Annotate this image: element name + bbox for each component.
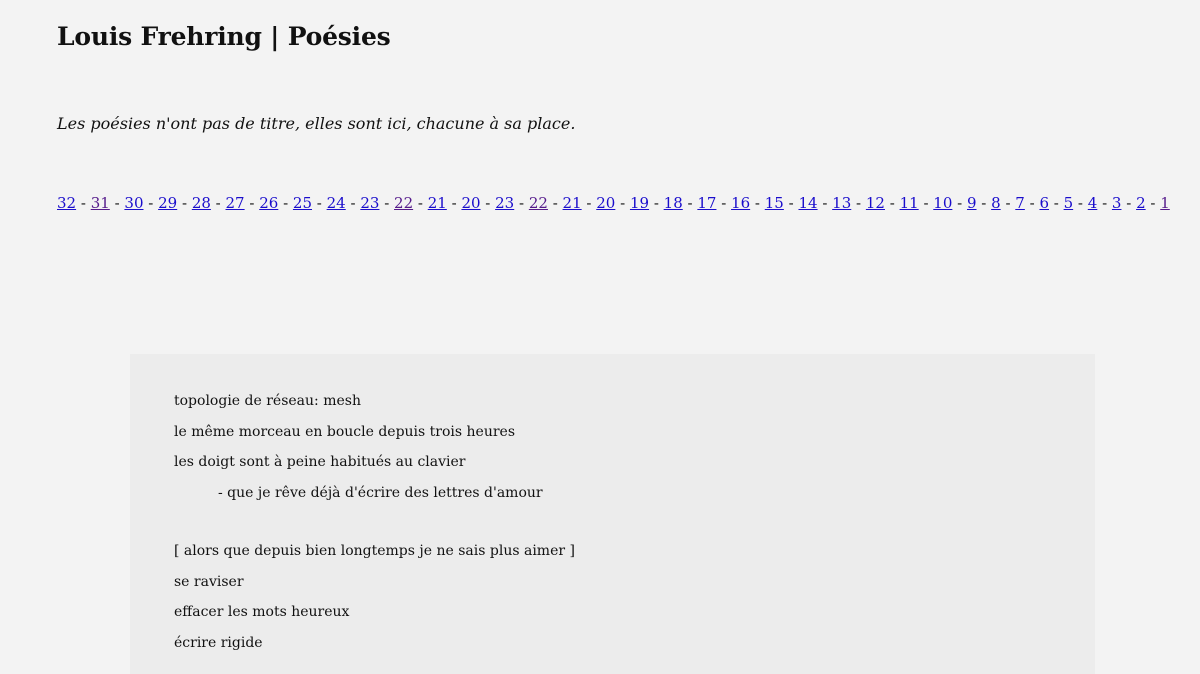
poem-line: le même morceau en boucle depuis trois heures [174, 423, 516, 440]
site-title: Louis Frehring | Poésies [57, 22, 391, 51]
poem-link-25[interactable]: 25 [292, 194, 313, 212]
poem-link-30[interactable]: 30 [124, 194, 144, 212]
nav-separator: - [581, 194, 597, 212]
nav-separator: - [379, 194, 395, 212]
poem-link-5[interactable]: 5 [1063, 194, 1074, 212]
poem-text [174, 386, 575, 658]
poem-link-13[interactable]: 13 [832, 194, 852, 212]
poem-link-15[interactable]: 15 [764, 194, 784, 212]
poem-link-22[interactable]: 22 [394, 194, 414, 212]
poem-link-2[interactable]: 2 [1136, 194, 1146, 212]
poem-link-8[interactable]: 8 [991, 194, 1001, 212]
nav-separator: - [143, 194, 159, 212]
poem-link-19[interactable]: 19 [629, 194, 650, 212]
poem-line: topologie de réseau: mesh [174, 393, 361, 409]
poem-link-29[interactable]: 29 [158, 194, 178, 212]
poem-link-22[interactable]: 22 [528, 194, 548, 212]
nav-separator: - [884, 194, 900, 212]
nav-separator: - [480, 194, 496, 212]
nav-separator: - [750, 194, 765, 212]
nav-separator: - [413, 194, 428, 212]
nav-separator: - [109, 194, 125, 212]
poem-link-1[interactable]: 1 [1160, 194, 1170, 212]
nav-separator: - [547, 194, 563, 212]
poem-link-32[interactable]: 32 [57, 194, 77, 212]
poem-link-10[interactable]: 10 [933, 194, 953, 212]
nav-separator: - [716, 194, 732, 212]
nav-separator: - [976, 194, 992, 212]
poem-link-21[interactable]: 21 [562, 194, 582, 212]
nav-separator: - [783, 194, 799, 212]
nav-separator: - [1000, 194, 1016, 212]
poem-stanza-break [174, 508, 575, 536]
poem-navigation [57, 190, 1177, 216]
intro-text: Les poésies n'ont pas de titre, elles sont ici, chacune à sa place. [57, 114, 576, 133]
poem-link-20[interactable]: 20 [596, 194, 616, 212]
poem-link-3[interactable]: 3 [1111, 194, 1122, 212]
poem-link-28[interactable]: 28 [191, 194, 211, 212]
poem-link-26[interactable]: 26 [259, 194, 279, 212]
poem-link-24[interactable]: 24 [326, 194, 346, 212]
nav-separator: - [210, 194, 226, 212]
nav-separator: - [851, 194, 866, 212]
nav-separator: - [817, 194, 833, 212]
poem-link-27[interactable]: 27 [225, 194, 245, 212]
poem-line: - que je rêve déjà d'écrire des lettres d'amour [218, 484, 543, 501]
nav-separator: - [244, 194, 260, 212]
nav-separator: - [615, 194, 630, 212]
poem-link-4[interactable]: 4 [1087, 194, 1098, 212]
nav-separator: - [446, 194, 462, 212]
nav-separator: - [918, 194, 934, 212]
nav-separator: - [1073, 194, 1088, 212]
poem-link-23[interactable]: 23 [360, 194, 380, 212]
nav-separator: - [312, 194, 327, 212]
poem-container [130, 354, 1095, 674]
nav-separator: - [1145, 194, 1161, 212]
nav-separator: - [177, 194, 192, 212]
nav-separator: - [278, 194, 293, 212]
nav-separator: - [1097, 194, 1112, 212]
poem-link-21[interactable]: 21 [427, 194, 447, 212]
nav-separator: - [952, 194, 967, 212]
nav-separator: - [1024, 194, 1040, 212]
poem-line: [ alors que depuis bien longtemps je ne sais plus aimer ] [174, 543, 575, 559]
poem-link-11[interactable]: 11 [899, 194, 919, 212]
poem-link-18[interactable]: 18 [663, 194, 683, 212]
poem-link-16[interactable]: 16 [731, 194, 751, 212]
nav-separator: - [76, 194, 91, 212]
poem-line: les doigt sont à peine habitués au clavier [174, 454, 466, 470]
poem-line: écrire rigide [174, 634, 263, 651]
poem-link-7[interactable]: 7 [1015, 194, 1025, 212]
poem-link-23[interactable]: 23 [495, 194, 515, 212]
poem-link-12[interactable]: 12 [865, 194, 885, 212]
poem-line: se raviser [174, 573, 244, 590]
nav-separator: - [649, 194, 664, 212]
nav-separator: - [1121, 194, 1137, 212]
nav-separator: - [682, 194, 698, 212]
poem-link-31[interactable]: 31 [90, 194, 110, 212]
nav-separator: - [345, 194, 361, 212]
poem-link-14[interactable]: 14 [798, 194, 818, 212]
nav-separator: - [1049, 194, 1064, 212]
page-content [57, 18, 1177, 216]
poem-link-20[interactable]: 20 [461, 194, 481, 212]
poem-line: effacer les mots heureux [174, 604, 350, 620]
poem-link-17[interactable]: 17 [697, 194, 717, 212]
poem-link-6[interactable]: 6 [1039, 194, 1049, 212]
nav-separator: - [514, 194, 529, 212]
poem-link-9[interactable]: 9 [966, 194, 977, 212]
